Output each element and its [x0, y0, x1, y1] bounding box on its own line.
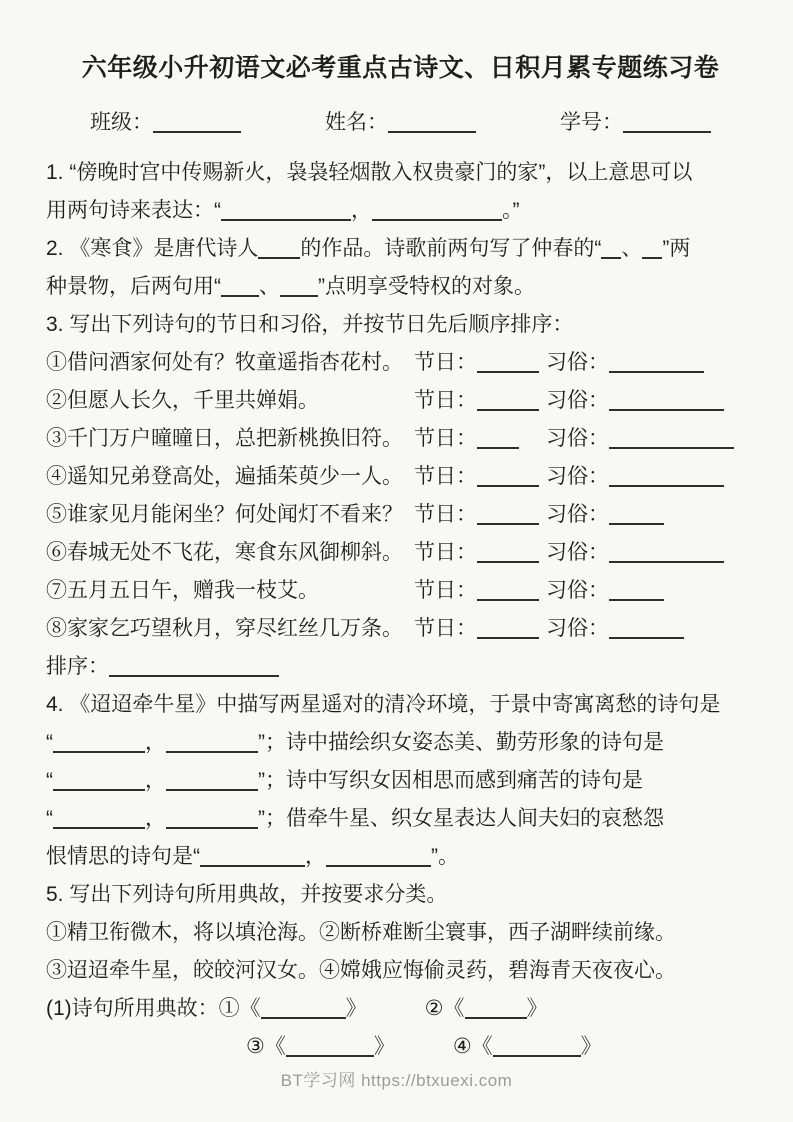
poem-text: ①借问酒家何处有？牧童遥指杏花村。: [46, 351, 403, 374]
question-text: ，: [145, 731, 166, 754]
answer-blank: [601, 245, 621, 259]
answer-blank: [261, 1005, 346, 1019]
answer-blank: [326, 853, 431, 867]
poem-text: ④遥知兄弟登高处，遍插茱萸少一人。: [46, 465, 403, 488]
question-line: [46, 838, 755, 876]
custom-label: 习俗：: [546, 465, 609, 488]
question-text: ①《: [218, 997, 261, 1020]
poem-row: [46, 420, 755, 458]
question-line: ③迢迢牵牛星，皎皎河汉女。④嫦娥应悔偷灵药，碧海青天夜夜心。: [46, 959, 676, 982]
festival-field: [414, 420, 546, 458]
answer-blank: [166, 777, 258, 791]
question-line: 1. “傍晚时宫中传赐新火，袅袅轻烟散入权贵豪门的家”，以上意思可以: [46, 161, 693, 184]
answer-blank: [609, 587, 664, 601]
student-id-label: 学号：: [560, 111, 623, 134]
custom-label: 习俗：: [546, 503, 609, 526]
question-text: ”；诗中写织女因相思而感到痛苦的诗句是: [258, 769, 643, 792]
question-text: ②《: [424, 997, 465, 1020]
answer-blank: [53, 815, 145, 829]
answer-blank: [609, 511, 664, 525]
answer-blank: [166, 739, 258, 753]
poem-row: [46, 496, 755, 534]
custom-field: [546, 420, 734, 458]
question-text: “: [46, 731, 53, 754]
student-id-field: [560, 106, 711, 140]
answer-blank: [642, 245, 662, 259]
question-2: [46, 230, 755, 306]
question-text: “: [46, 769, 53, 792]
festival-field: [414, 572, 546, 610]
festival-label: 节日：: [414, 541, 477, 564]
answer-blank: [609, 549, 724, 563]
question-text: 。”: [502, 199, 520, 222]
answer-blank: [477, 587, 539, 601]
poem-row: [46, 572, 755, 610]
question-line: [46, 762, 755, 800]
answer-blank: [609, 435, 734, 449]
question-text: 用两句诗来表达：“: [46, 199, 221, 222]
answer-blank: [221, 283, 259, 297]
custom-field: [546, 344, 704, 382]
student-info-row: [46, 106, 755, 140]
question-4: [46, 686, 755, 876]
question-text: ，: [145, 769, 166, 792]
festival-field: [414, 382, 546, 420]
question-text: 》: [345, 997, 367, 1020]
question-line: 4. 《迢迢牵牛星》中描写两星遥对的清冷环境，于景中寄寓离愁的诗句是: [46, 693, 721, 716]
question-text: 2. 《寒食》是唐代诗人: [46, 237, 259, 260]
custom-label: 习俗：: [546, 541, 609, 564]
sort-order-label: 排序：: [46, 655, 109, 678]
class-label: 班级：: [90, 111, 153, 134]
question-line: 3. 写出下列诗句的节日和习俗，并按节日先后顺序排序：: [46, 313, 574, 336]
poem-text: ⑥春城无处不飞花，寒食东风御柳斜。: [46, 541, 403, 564]
festival-label: 节日：: [414, 389, 477, 412]
festival-field: [414, 344, 546, 382]
poem-row: [46, 534, 755, 572]
answer-blank: [609, 397, 724, 411]
festival-label: 节日：: [414, 617, 477, 640]
question-5: [46, 876, 755, 1066]
festival-field: [414, 496, 546, 534]
custom-label: 习俗：: [546, 579, 609, 602]
question-line: [46, 268, 755, 306]
answer-blank: [53, 739, 145, 753]
question-text: 》: [373, 1035, 395, 1058]
custom-field: [546, 458, 724, 496]
question-line: [46, 800, 755, 838]
question-line: [46, 192, 755, 230]
question-text: ”；借牵牛星、织女星表达人间夫妇的哀愁怨: [258, 807, 664, 830]
allusion-label: (1)诗句所用典故：: [46, 997, 219, 1020]
answer-blank: [623, 119, 711, 133]
answer-blank: [609, 473, 724, 487]
custom-field: [546, 572, 664, 610]
custom-field: [546, 534, 724, 572]
page-title: 六年级小升初语文必考重点古诗文、日积月累专题练习卷: [81, 54, 720, 82]
custom-label: 习俗：: [546, 617, 609, 640]
answer-blank: [286, 1043, 374, 1057]
answer-blank: [153, 119, 241, 133]
answer-blank: [477, 473, 539, 487]
answer-blank: [477, 549, 539, 563]
question-text: ④《: [452, 1035, 493, 1058]
question-line: [46, 724, 755, 762]
poem-row: [46, 610, 755, 648]
question-text: 、: [259, 275, 280, 298]
name-field: [325, 106, 476, 140]
answer-blank: [280, 283, 318, 297]
answer-blank: [388, 119, 476, 133]
question-text: ，: [145, 807, 166, 830]
question-text: 》: [580, 1035, 602, 1058]
custom-field: [546, 382, 724, 420]
poem-row: [46, 458, 755, 496]
festival-field: [414, 458, 546, 496]
question-line: [46, 230, 755, 268]
festival-label: 节日：: [414, 427, 477, 450]
poem-text: ⑤谁家见月能闲坐？何处闻灯不看来？: [46, 503, 403, 526]
answer-blank: [221, 207, 351, 221]
question-text: ”两: [662, 237, 691, 260]
allusion-answer-line: [46, 1028, 755, 1066]
festival-label: 节日：: [414, 579, 477, 602]
answer-blank: [200, 853, 305, 867]
festival-field: [414, 610, 546, 648]
poem-row: [46, 382, 755, 420]
question-text: ”点明享受特权的对象。: [318, 275, 535, 298]
poem-text: ⑧家家乞巧望秋月，穿尽红丝几万条。: [46, 617, 403, 640]
custom-label: 习俗：: [546, 389, 609, 412]
answer-blank: [609, 359, 704, 373]
answer-blank: [109, 663, 279, 677]
poem-text: ③千门万户曈曈日，总把新桃换旧符。: [46, 427, 403, 450]
question-text: 、: [621, 237, 643, 260]
custom-field: [546, 496, 664, 534]
question-text: ，: [305, 845, 326, 868]
poem-text: ⑦五月五日午，赠我一枝艾。: [46, 579, 319, 602]
festival-label: 节日：: [414, 465, 477, 488]
answer-blank: [465, 1005, 527, 1019]
question-line: 5. 写出下列诗句所用典故，并按要求分类。: [46, 883, 448, 906]
custom-field: [546, 610, 684, 648]
question-text: 》: [526, 997, 548, 1020]
answer-blank: [477, 397, 539, 411]
question-text: ”。: [431, 845, 459, 868]
question-text: 种景物，后两句用“: [46, 275, 221, 298]
footer-watermark: BT学习网 https://btxuexi.com: [280, 1071, 513, 1090]
question-text: ③《: [246, 1035, 286, 1058]
poem-row: [46, 344, 755, 382]
custom-label: 习俗：: [546, 427, 609, 450]
sort-order-line: [46, 648, 755, 686]
festival-field: [414, 534, 546, 572]
answer-blank: [53, 777, 145, 791]
answer-blank: [372, 207, 502, 221]
custom-label: 习俗：: [546, 351, 609, 374]
answer-blank: [493, 1043, 581, 1057]
allusion-answer-line: [46, 990, 755, 1028]
question-text: ”；诗中描绘织女姿态美、勤劳形象的诗句是: [258, 731, 664, 754]
question-1: [46, 154, 755, 230]
poem-text: ②但愿人长久，千里共婵娟。: [46, 389, 319, 412]
answer-blank: [477, 435, 519, 449]
answer-blank: [477, 359, 539, 373]
question-text: 恨情思的诗句是“: [46, 845, 200, 868]
class-field: [90, 106, 241, 140]
name-label: 姓名：: [325, 111, 388, 134]
question-text: 的作品。诗歌前两句写了仲春的“: [300, 237, 602, 260]
question-text: ，: [351, 199, 372, 222]
festival-label: 节日：: [414, 503, 477, 526]
answer-blank: [166, 815, 258, 829]
question-line: ①精卫衔微木，将以填沧海。②断桥难断尘寰事，西子湖畔续前缘。: [46, 921, 676, 944]
answer-blank: [477, 625, 539, 639]
question-text: “: [46, 807, 53, 830]
answer-blank: [609, 625, 684, 639]
festival-label: 节日：: [414, 351, 477, 374]
answer-blank: [477, 511, 539, 525]
answer-blank: [258, 245, 300, 259]
question-3: [46, 306, 755, 686]
